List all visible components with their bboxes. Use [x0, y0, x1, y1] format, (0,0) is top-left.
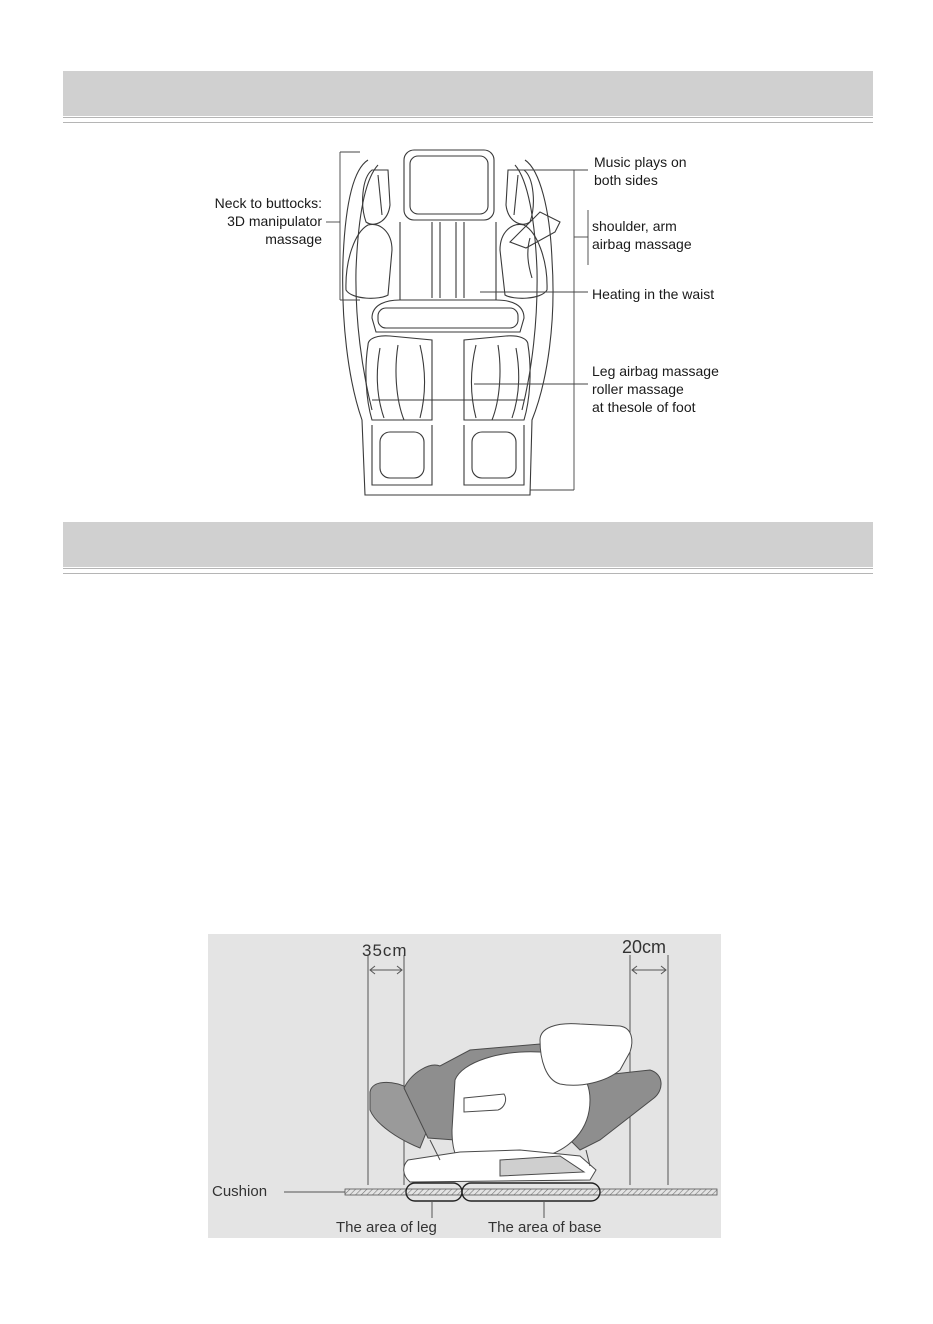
- dimension-left-label: 35cm: [362, 941, 408, 960]
- callout-music: Music plays on both sides: [594, 154, 687, 188]
- cushion-strip: [345, 1189, 717, 1195]
- base-area-label: The area of base: [488, 1219, 602, 1236]
- cushion-label: Cushion: [212, 1183, 268, 1200]
- callout-neck-massage: Neck to buttocks: 3D manipulator massage: [214, 195, 322, 247]
- callout-heating: Heating in the waist: [592, 286, 715, 302]
- dimension-right-label: 20cm: [622, 937, 667, 957]
- callout-leg-airbag: Leg airbag massage roller massage at thesole of foot: [592, 363, 719, 415]
- callout-shoulder-airbag: shoulder, arm airbag massage: [592, 218, 692, 252]
- leg-area-label: The area of leg: [336, 1219, 437, 1236]
